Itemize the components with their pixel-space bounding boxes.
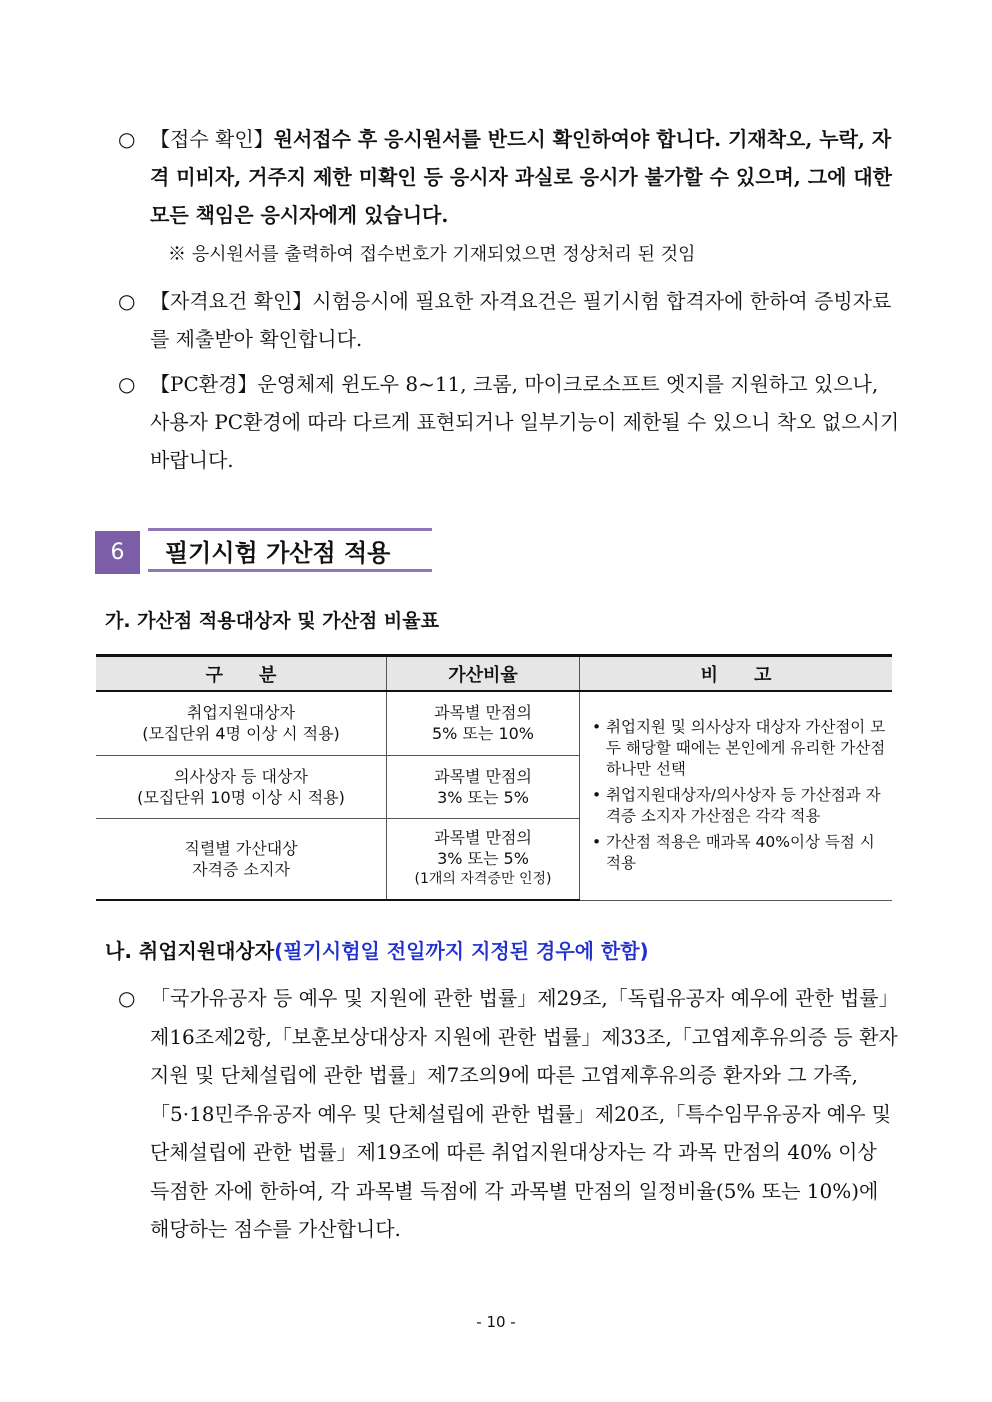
- submission-check-paragraph: [118, 120, 900, 234]
- submission-check-text: 원서접수 후 응시원서를 반드시 확인하여야 합니다. 기재착오, 누락, 자격 미비자, 거주지 제한 미확인 등 응시자 과실로 응시가 불가할 수 있으며, 그에 대한 모든 책임은 응시자에게 있습니다.: [150, 127, 893, 227]
- remarks-cell: [580, 691, 893, 900]
- bullet: ○: [118, 372, 136, 396]
- page-number: - 10 -: [476, 1313, 516, 1331]
- header-remarks: 비 고: [580, 656, 893, 692]
- employment-support-text: 「국가유공자 등 예우 및 지원에 관한 법률」제29조,「독립유공자 예우에 관한 법률」제16조제2항,「보훈보상대상자 지원에 관한 법률」제33조,「고엽제후유의증 등 환자지원 및 단체설립에 관한 법률」제7조의9에 따른 고엽제후유의증 환자와 그 가족,「5·18민주유공자 예우 및 단체설립에 관한 법률」제20조,「특수임무유공자 예우 및 단체설립에 관한 법률」제19조에 따른 취업지원대상자는 각 과목 만점의 40% 이상 득점한 자에 한하여, 각 과목별 득점에 각 과목별 만점의 일정비율(5% 또는 10%)에 해당하는 점수를 가산합니다.: [150, 986, 899, 1241]
- rate-cell: 과목별 만점의 5% 또는 10%: [387, 691, 580, 755]
- subheading-b-prefix: 나. 취업지원대상자: [105, 939, 275, 963]
- category-cell: 직렬별 가산대상 자격증 소지자: [96, 818, 387, 900]
- bullet: ○: [118, 289, 136, 313]
- rate-cell: 과목별 만점의 3% 또는 5% (1개의 자격증만 인정): [387, 818, 580, 900]
- qualification-check-paragraph: [118, 282, 900, 358]
- table-header-row: [96, 656, 892, 692]
- section-number: 6: [95, 531, 140, 574]
- pc-environment-text: 【PC환경】운영체제 윈도우 8~11, 크롬, 마이크로소프트 엣지를 지원하고 있으나, 사용자 PC환경에 따라 다르게 표현되거나 일부기능이 제한될 수 있으니 착오 없으시기 바랍니다.: [150, 372, 900, 472]
- pc-environment-paragraph: [118, 365, 900, 479]
- section-title: 필기시험 가산점 적용: [148, 528, 432, 572]
- submission-note: ※ 응시원서를 출력하여 접수번호가 기재되었으면 정상처리 된 것임: [168, 244, 696, 265]
- subheading-a: 가. 가산점 적용대상자 및 가산점 비율표: [105, 610, 439, 632]
- subheading-b: [105, 935, 649, 964]
- bullet: ○: [118, 986, 136, 1010]
- employment-support-paragraph: [118, 979, 900, 1249]
- remark-item: • 취업지원대상자/의사상자 등 가산점과 자격증 소지자 가산점은 각각 적용: [590, 785, 886, 827]
- qualification-check-text: 【자격요건 확인】시험응시에 필요한 자격요건은 필기시험 합격자에 한하여 증빙자료를 제출받아 확인합니다.: [150, 289, 892, 351]
- remark-item: • 취업지원 및 의사상자 대상자 가산점이 모두 해당할 때에는 본인에게 유리한 가산점 하나만 선택: [590, 717, 886, 780]
- remark-item: • 가산점 적용은 매과목 40%이상 득점 시 적용: [590, 832, 886, 874]
- table-row: [96, 691, 892, 755]
- header-bonus-rate: 가산비율: [387, 656, 580, 692]
- bullet: ○: [118, 127, 136, 151]
- subheading-b-highlight: (필기시험일 전일까지 지정된 경우에 한함): [274, 939, 649, 963]
- rate-cell: 과목별 만점의 3% 또는 5%: [387, 755, 580, 818]
- bonus-points-table: [96, 654, 892, 901]
- header-category: 구 분: [96, 656, 387, 692]
- category-cell: 취업지원대상자 (모집단위 4명 이상 시 적용): [96, 691, 387, 755]
- category-cell: 의사상자 등 대상자 (모집단위 10명 이상 시 적용): [96, 755, 387, 818]
- submission-check-tag: 【접수 확인】: [150, 127, 274, 151]
